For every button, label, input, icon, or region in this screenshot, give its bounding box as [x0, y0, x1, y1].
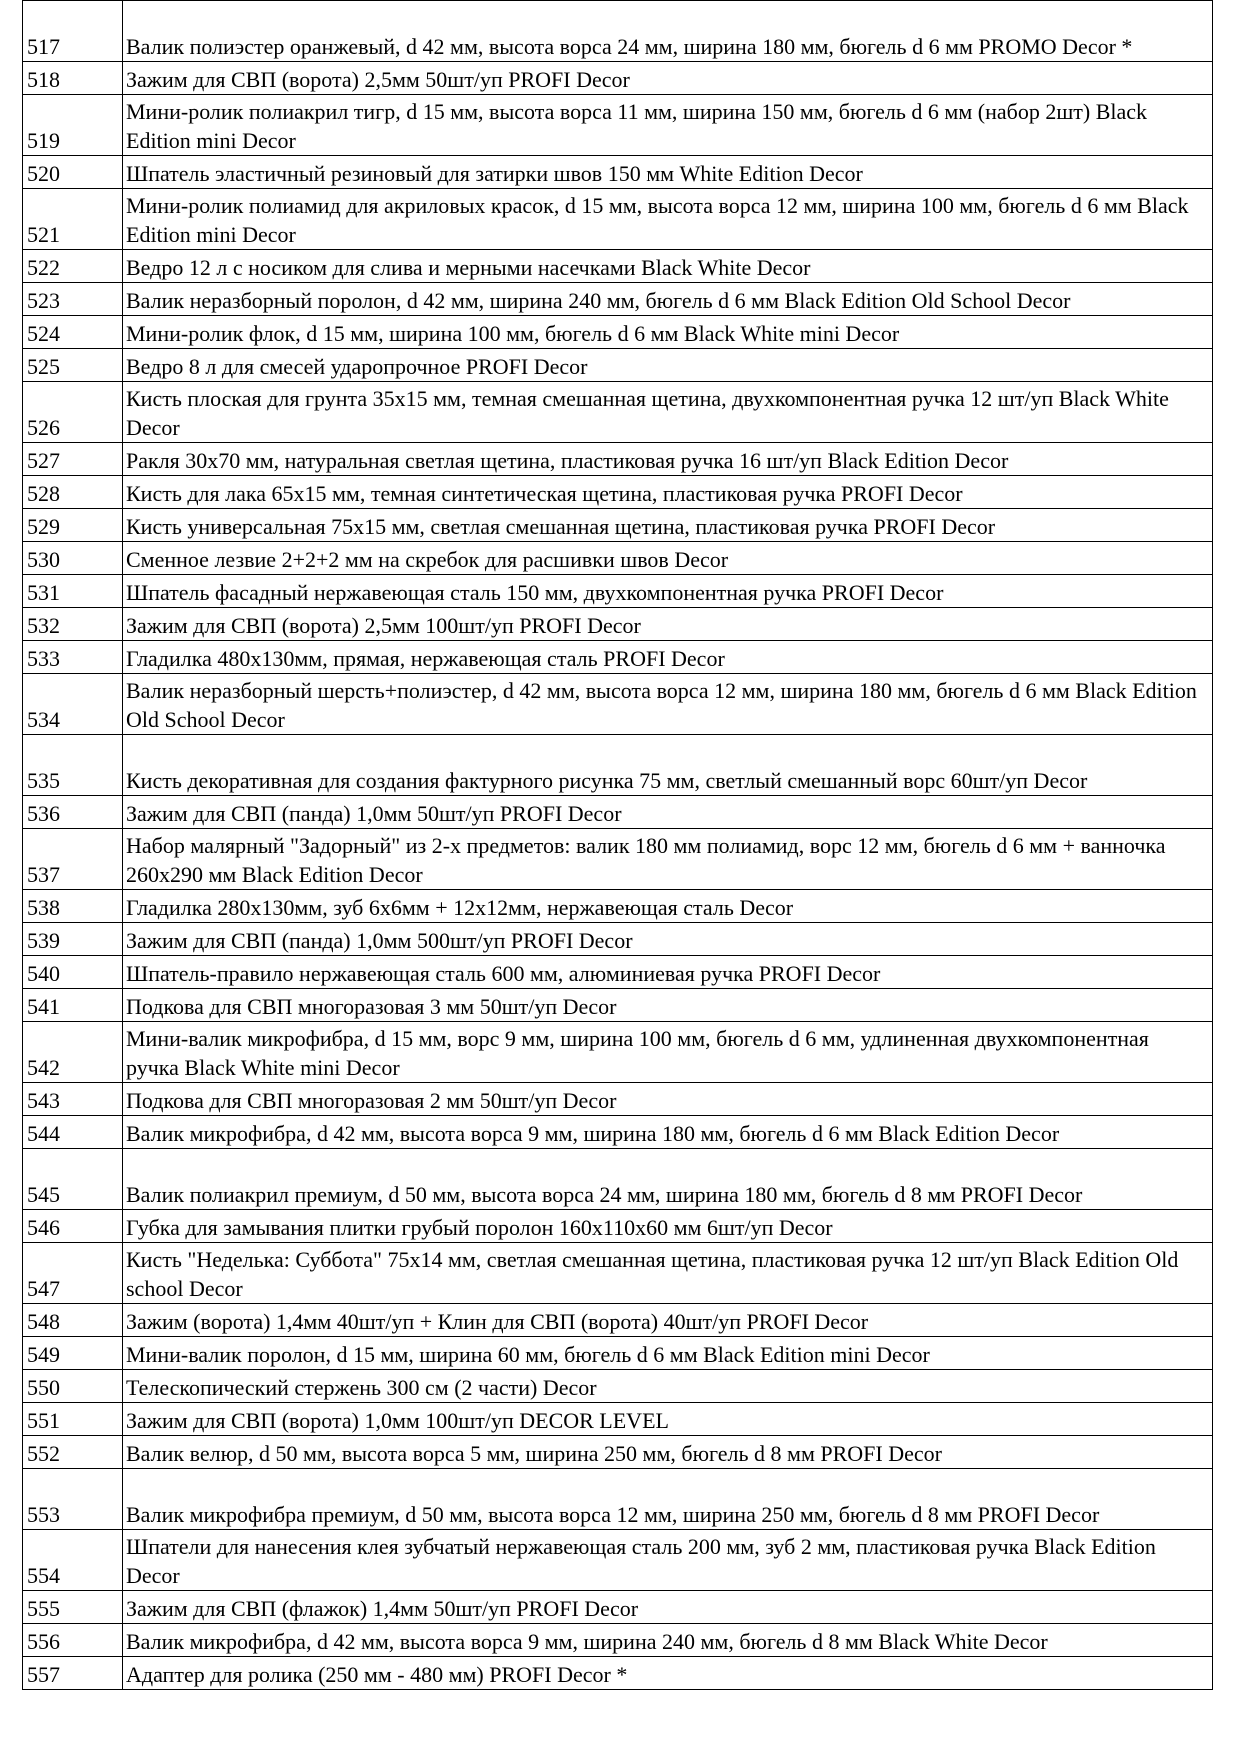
table-row — [23, 641, 1213, 674]
row-number: 518 — [23, 62, 123, 95]
row-number: 541 — [23, 989, 123, 1022]
row-number: 543 — [23, 1083, 123, 1116]
row-number: 523 — [23, 283, 123, 316]
row-number: 532 — [23, 608, 123, 641]
product-name: Валик микрофибра премиум, d 50 мм, высота ворса 12 мм, ширина 250 мм, бюгель d 8 мм PROFI Decor — [123, 1469, 1213, 1530]
table-row — [23, 62, 1213, 95]
table-row — [23, 95, 1213, 156]
product-name: Подкова для СВП многоразовая 2 мм 50шт/уп Decor — [123, 1083, 1213, 1116]
row-number: 530 — [23, 542, 123, 575]
table-row — [23, 829, 1213, 890]
product-name: Зажим для СВП (ворота) 1,0мм 100шт/уп DECOR LEVEL — [123, 1403, 1213, 1436]
row-number: 517 — [23, 1, 123, 62]
table-row — [23, 382, 1213, 443]
table-row — [23, 956, 1213, 989]
product-name: Шпатели для нанесения клея зубчатый нержавеющая сталь 200 мм, зуб 2 мм, пластиковая ручка Black Edition Decor — [123, 1530, 1213, 1591]
table-row — [23, 735, 1213, 796]
table-row — [23, 1657, 1213, 1690]
product-name: Мини-валик микрофибра, d 15 мм, ворс 9 мм, ширина 100 мм, бюгель d 6 мм, удлиненная двухкомпонентная ручка Black White mini Decor — [123, 1022, 1213, 1083]
table-row — [23, 674, 1213, 735]
row-number: 521 — [23, 189, 123, 250]
row-number: 544 — [23, 1116, 123, 1149]
table-row — [23, 1083, 1213, 1116]
product-name: Кисть "Неделька: Суббота" 75х14 мм, светлая смешанная щетина, пластиковая ручка 12 шт/уп Black Edition Old school Decor — [123, 1243, 1213, 1304]
row-number: 557 — [23, 1657, 123, 1690]
table-row — [23, 1370, 1213, 1403]
product-name: Шпатель эластичный резиновый для затирки швов 150 мм White Edition Decor — [123, 156, 1213, 189]
product-name: Ракля 30х70 мм, натуральная светлая щетина, пластиковая ручка 16 шт/уп Black Edition Decor — [123, 443, 1213, 476]
table-row — [23, 1591, 1213, 1624]
product-name: Кисть декоративная для создания фактурного рисунка 75 мм, светлый смешанный ворс 60шт/уп Decor — [123, 735, 1213, 796]
product-name: Ведро 8 л для смесей ударопрочное PROFI Decor — [123, 349, 1213, 382]
product-name: Кисть плоская для грунта 35х15 мм, темная смешанная щетина, двухкомпонентная ручка 12 шт/уп Black White Decor — [123, 382, 1213, 443]
row-number: 545 — [23, 1149, 123, 1210]
product-name: Шпатель-правило нержавеющая сталь 600 мм, алюминиевая ручка PROFI Decor — [123, 956, 1213, 989]
table-row — [23, 349, 1213, 382]
table-row — [23, 989, 1213, 1022]
product-name: Мини-валик поролон, d 15 мм, ширина 60 мм, бюгель d 6 мм Black Edition mini Decor — [123, 1337, 1213, 1370]
row-number: 548 — [23, 1304, 123, 1337]
table-row — [23, 1337, 1213, 1370]
product-name: Зажим для СВП (ворота) 2,5мм 100шт/уп PROFI Decor — [123, 608, 1213, 641]
table-row — [23, 1022, 1213, 1083]
row-number: 536 — [23, 796, 123, 829]
product-name: Телескопический стержень 300 см (2 части) Decor — [123, 1370, 1213, 1403]
row-number: 537 — [23, 829, 123, 890]
row-number: 555 — [23, 1591, 123, 1624]
product-table — [22, 0, 1213, 1690]
table-row — [23, 283, 1213, 316]
product-name: Гладилка 280х130мм, зуб 6х6мм + 12х12мм, нержавеющая сталь Decor — [123, 890, 1213, 923]
row-number: 524 — [23, 316, 123, 349]
row-number: 519 — [23, 95, 123, 156]
table-row — [23, 250, 1213, 283]
table-row — [23, 542, 1213, 575]
table-row — [23, 1530, 1213, 1591]
row-number: 528 — [23, 476, 123, 509]
table-row — [23, 796, 1213, 829]
row-number: 533 — [23, 641, 123, 674]
table-row — [23, 1116, 1213, 1149]
table-row — [23, 575, 1213, 608]
table-row — [23, 156, 1213, 189]
row-number: 542 — [23, 1022, 123, 1083]
product-name: Валик неразборный поролон, d 42 мм, ширина 240 мм, бюгель d 6 мм Black Edition Old School Decor — [123, 283, 1213, 316]
product-name: Зажим (ворота) 1,4мм 40шт/уп + Клин для СВП (ворота) 40шт/уп PROFI Decor — [123, 1304, 1213, 1337]
product-name: Мини-ролик полиакрил тигр, d 15 мм, высота ворса 11 мм, ширина 150 мм, бюгель d 6 мм (набор 2шт) Black Edition mini Decor — [123, 95, 1213, 156]
row-number: 549 — [23, 1337, 123, 1370]
product-name: Адаптер для ролика (250 мм - 480 мм) PROFI Decor * — [123, 1657, 1213, 1690]
row-number: 535 — [23, 735, 123, 796]
product-name: Мини-ролик полиамид для акриловых красок, d 15 мм, высота ворса 12 мм, ширина 100 мм, бюгель d 6 мм Black Edition mini Decor — [123, 189, 1213, 250]
row-number: 522 — [23, 250, 123, 283]
product-name: Кисть универсальная 75х15 мм, светлая смешанная щетина, пластиковая ручка PROFI Decor — [123, 509, 1213, 542]
row-number: 539 — [23, 923, 123, 956]
product-name: Зажим для СВП (панда) 1,0мм 500шт/уп PROFI Decor — [123, 923, 1213, 956]
row-number: 553 — [23, 1469, 123, 1530]
table-row — [23, 1243, 1213, 1304]
product-name: Подкова для СВП многоразовая 3 мм 50шт/уп Decor — [123, 989, 1213, 1022]
table-row — [23, 189, 1213, 250]
table-row — [23, 509, 1213, 542]
product-name: Губка для замывания плитки грубый поролон 160х110х60 мм 6шт/уп Decor — [123, 1210, 1213, 1243]
table-row — [23, 316, 1213, 349]
table-row — [23, 923, 1213, 956]
product-name: Валик полиэстер оранжевый, d 42 мм, высота ворса 24 мм, ширина 180 мм, бюгель d 6 мм PROMO Decor * — [123, 1, 1213, 62]
product-name: Сменное лезвие 2+2+2 мм на скребок для расшивки швов Decor — [123, 542, 1213, 575]
product-name: Валик велюр, d 50 мм, высота ворса 5 мм, ширина 250 мм, бюгель d 8 мм PROFI Decor — [123, 1436, 1213, 1469]
row-number: 550 — [23, 1370, 123, 1403]
table-row — [23, 1149, 1213, 1210]
row-number: 534 — [23, 674, 123, 735]
product-name: Зажим для СВП (панда) 1,0мм 50шт/уп PROFI Decor — [123, 796, 1213, 829]
row-number: 551 — [23, 1403, 123, 1436]
row-number: 552 — [23, 1436, 123, 1469]
row-number: 531 — [23, 575, 123, 608]
table-row — [23, 1624, 1213, 1657]
table-row — [23, 1469, 1213, 1530]
product-name: Валик микрофибра, d 42 мм, высота ворса 9 мм, ширина 240 мм, бюгель d 8 мм Black White Decor — [123, 1624, 1213, 1657]
product-name: Валик неразборный шерсть+полиэстер, d 42 мм, высота ворса 12 мм, ширина 180 мм, бюгель d 6 мм Black Edition Old School Decor — [123, 674, 1213, 735]
table-row — [23, 476, 1213, 509]
row-number: 520 — [23, 156, 123, 189]
row-number: 538 — [23, 890, 123, 923]
product-name: Валик полиакрил премиум, d 50 мм, высота ворса 24 мм, ширина 180 мм, бюгель d 8 мм PROFI Decor — [123, 1149, 1213, 1210]
table-row — [23, 890, 1213, 923]
product-name: Кисть для лака 65х15 мм, темная синтетическая щетина, пластиковая ручка PROFI Decor — [123, 476, 1213, 509]
table-row — [23, 1436, 1213, 1469]
row-number: 525 — [23, 349, 123, 382]
table-row — [23, 443, 1213, 476]
product-name: Набор малярный "Задорный" из 2-х предметов: валик 180 мм полиамид, ворс 12 мм, бюгель d 6 мм + ванночка 260х290 мм Black Edition Decor — [123, 829, 1213, 890]
row-number: 527 — [23, 443, 123, 476]
row-number: 546 — [23, 1210, 123, 1243]
table-row — [23, 1403, 1213, 1436]
row-number: 529 — [23, 509, 123, 542]
row-number: 526 — [23, 382, 123, 443]
product-table-body — [23, 1, 1213, 1690]
product-name: Мини-ролик флок, d 15 мм, ширина 100 мм, бюгель d 6 мм Black White mini Decor — [123, 316, 1213, 349]
row-number: 556 — [23, 1624, 123, 1657]
table-row — [23, 608, 1213, 641]
table-row — [23, 1304, 1213, 1337]
product-name: Шпатель фасадный нержавеющая сталь 150 мм, двухкомпонентная ручка PROFI Decor — [123, 575, 1213, 608]
row-number: 554 — [23, 1530, 123, 1591]
row-number: 547 — [23, 1243, 123, 1304]
product-name: Ведро 12 л с носиком для слива и мерными насечками Black White Decor — [123, 250, 1213, 283]
product-name: Гладилка 480х130мм, прямая, нержавеющая сталь PROFI Decor — [123, 641, 1213, 674]
product-name: Валик микрофибра, d 42 мм, высота ворса 9 мм, ширина 180 мм, бюгель d 6 мм Black Edition Decor — [123, 1116, 1213, 1149]
table-row — [23, 1, 1213, 62]
table-row — [23, 1210, 1213, 1243]
product-name: Зажим для СВП (флажок) 1,4мм 50шт/уп PROFI Decor — [123, 1591, 1213, 1624]
product-name: Зажим для СВП (ворота) 2,5мм 50шт/уп PROFI Decor — [123, 62, 1213, 95]
row-number: 540 — [23, 956, 123, 989]
